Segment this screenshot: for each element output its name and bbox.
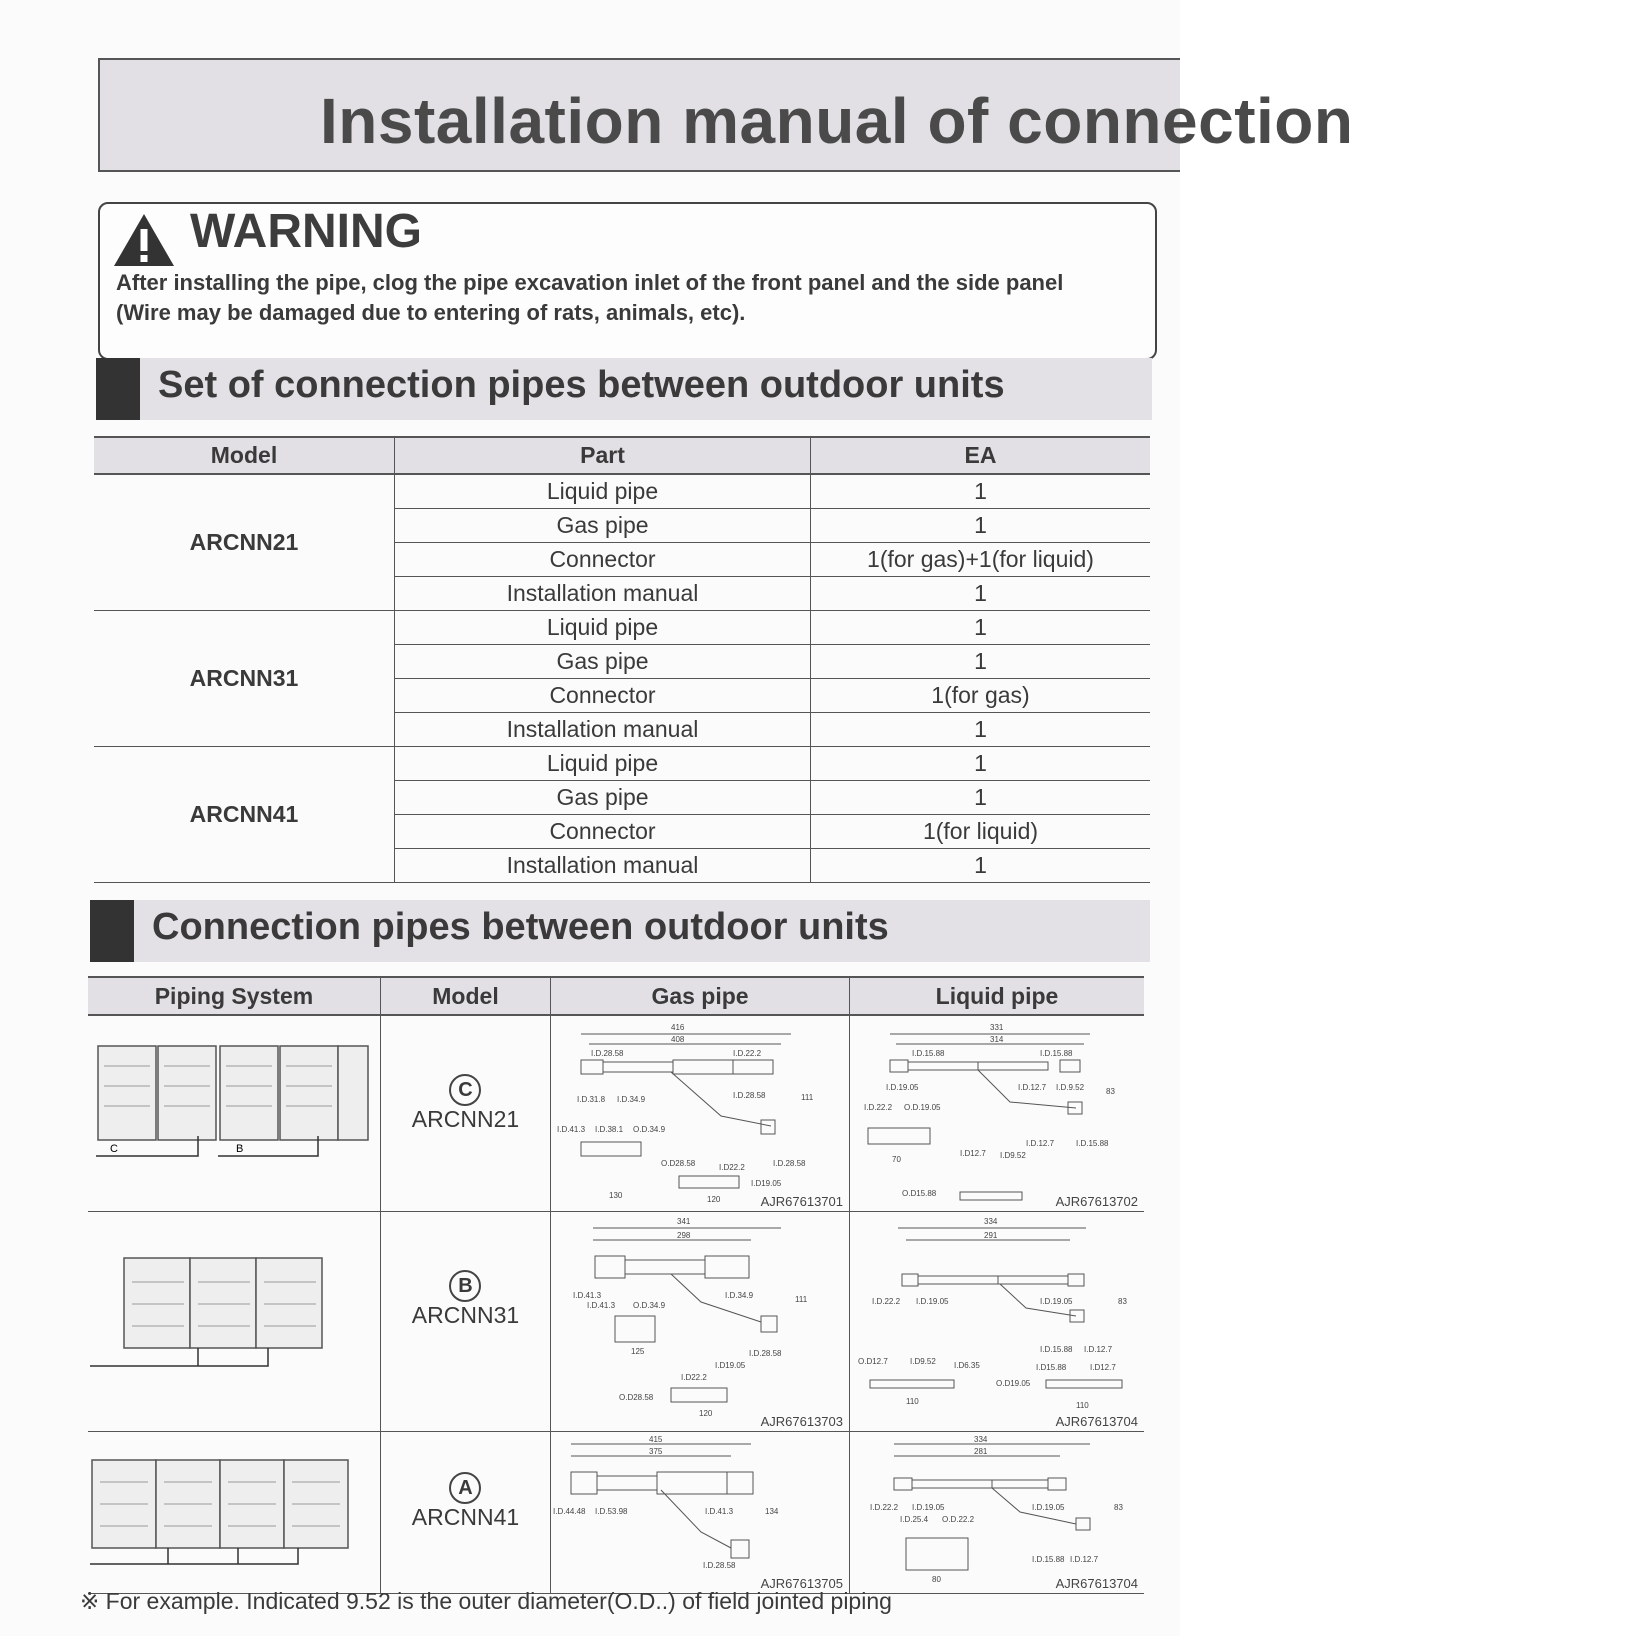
ea-cell: 1: [811, 849, 1151, 883]
svg-text:408: 408: [671, 1035, 685, 1044]
footnote: ※ For example. Indicated 9.52 is the outer diameter(O.D..) of field jointed piping: [80, 1588, 892, 1614]
svg-text:I.D9.52: I.D9.52: [1000, 1151, 1026, 1160]
table-row: [88, 1432, 1144, 1594]
svg-text:I.D.31.8: I.D.31.8: [577, 1095, 606, 1104]
svg-text:83: 83: [1118, 1297, 1127, 1306]
svg-text:I.D.12.7: I.D.12.7: [1084, 1345, 1113, 1354]
ea-cell: 1(for liquid): [811, 815, 1151, 849]
ea-cell: 1: [811, 747, 1151, 781]
ea-cell: 1: [811, 577, 1151, 611]
piping-system-cell: [88, 1212, 380, 1432]
svg-text:120: 120: [707, 1195, 721, 1204]
svg-text:111: 111: [795, 1295, 808, 1304]
table-row: [88, 1212, 1144, 1432]
svg-text:416: 416: [671, 1023, 685, 1032]
part-cell: Installation manual: [395, 577, 811, 611]
warning-box: [98, 202, 1157, 360]
liquid-pipe-diagram-cell: [850, 1212, 1145, 1432]
column-header-liquid-pipe: Liquid pipe: [850, 977, 1145, 1015]
ea-cell: 1(for gas): [811, 679, 1151, 713]
svg-text:O.D12.7: O.D12.7: [858, 1357, 888, 1366]
svg-text:I.D.19.05: I.D.19.05: [1040, 1297, 1073, 1306]
part-cell: Installation manual: [395, 713, 811, 747]
model-name: ARCNN41: [411, 1504, 520, 1530]
table-row: [88, 1015, 1144, 1212]
ea-cell: 1: [811, 509, 1151, 543]
system-letter: C: [110, 1143, 118, 1155]
svg-text:125: 125: [631, 1347, 645, 1356]
model-name: ARCNN31: [411, 1302, 520, 1328]
svg-text:I.D.41.3: I.D.41.3: [573, 1291, 602, 1300]
svg-text:83: 83: [1114, 1503, 1123, 1512]
svg-text:I.D.12.7: I.D.12.7: [1018, 1083, 1047, 1092]
table-row: [94, 611, 1150, 645]
column-header-part: Part: [395, 437, 811, 474]
warning-title: WARNING: [190, 205, 422, 258]
svg-text:O.D28.58: O.D28.58: [619, 1393, 654, 1402]
connection-table-header: [88, 977, 1144, 1015]
svg-text:130: 130: [609, 1191, 623, 1200]
liquid-pipe-diagram-cell: [850, 1015, 1145, 1212]
svg-text:I.D.28.58: I.D.28.58: [591, 1049, 624, 1058]
svg-text:I.D.41.3: I.D.41.3: [705, 1507, 734, 1516]
section-title: Set of connection pipes between outdoor units: [158, 364, 1005, 406]
page-title: Installation manual of connection: [320, 85, 1354, 157]
column-header-ea: EA: [811, 437, 1151, 474]
svg-text:I.D19.05: I.D19.05: [715, 1361, 746, 1370]
svg-text:I.D22.2: I.D22.2: [681, 1373, 707, 1382]
warning-triangle-icon: [112, 212, 176, 268]
part-cell: Connector: [395, 679, 811, 713]
svg-text:I.D.12.7: I.D.12.7: [1026, 1139, 1055, 1148]
outdoor-units-diagram: [88, 1212, 376, 1426]
part-cell: Liquid pipe: [395, 611, 811, 645]
part-number: AJR67613702: [1055, 1194, 1138, 1209]
parts-table-header: [94, 437, 1150, 474]
liquid-pipe-drawing: [850, 1212, 1144, 1426]
svg-text:I.D.19.05: I.D.19.05: [916, 1297, 949, 1306]
svg-text:I.D.15.88: I.D.15.88: [1040, 1345, 1073, 1354]
svg-text:I.D15.88: I.D15.88: [1036, 1363, 1067, 1372]
ea-cell: 1: [811, 611, 1151, 645]
ea-cell: 1: [811, 474, 1151, 509]
svg-text:298: 298: [677, 1231, 691, 1240]
section-title: Connection pipes between outdoor units: [152, 906, 889, 948]
ea-cell: 1: [811, 781, 1151, 815]
svg-text:I.D9.52: I.D9.52: [910, 1357, 936, 1366]
svg-text:134: 134: [765, 1507, 779, 1516]
svg-text:I.D.19.05: I.D.19.05: [912, 1503, 945, 1512]
svg-text:80: 80: [932, 1575, 941, 1584]
model-cell: ARCNN21: [94, 474, 395, 611]
svg-text:I.D.41.3: I.D.41.3: [587, 1301, 616, 1310]
part-number: AJR67613704: [1055, 1576, 1138, 1591]
table-row: [94, 474, 1150, 509]
gas-pipe-drawing: [551, 1212, 845, 1426]
model-cell: [380, 1015, 550, 1212]
column-header-gas-pipe: Gas pipe: [551, 977, 850, 1015]
svg-text:I.D.15.88: I.D.15.88: [912, 1049, 945, 1058]
column-header-model: Model: [94, 437, 395, 474]
table-row: [94, 747, 1150, 781]
svg-text:I.D22.2: I.D22.2: [719, 1163, 745, 1172]
svg-text:I.D.28.58: I.D.28.58: [703, 1561, 736, 1570]
model-cell: [380, 1432, 550, 1594]
svg-text:I.D6.35: I.D6.35: [954, 1361, 980, 1370]
part-cell: Liquid pipe: [395, 474, 811, 509]
model-cell: [380, 1212, 550, 1432]
svg-text:110: 110: [1076, 1401, 1089, 1410]
liquid-pipe-diagram-cell: [850, 1432, 1145, 1594]
part-number: AJR67613705: [760, 1576, 843, 1591]
svg-text:375: 375: [649, 1447, 663, 1456]
section-heading-1: [96, 358, 1152, 420]
svg-text:O.D28.58: O.D28.58: [661, 1159, 696, 1168]
gas-pipe-drawing: [551, 1016, 845, 1206]
svg-text:I.D.15.88: I.D.15.88: [1032, 1555, 1065, 1564]
svg-text:I.D.15.88: I.D.15.88: [1040, 1049, 1073, 1058]
liquid-pipe-drawing: [850, 1016, 1144, 1206]
svg-text:70: 70: [892, 1155, 901, 1164]
model-letter-badge: A: [449, 1472, 481, 1504]
model-cell: ARCNN41: [94, 747, 395, 883]
ea-cell: 1: [811, 713, 1151, 747]
section-marker: [96, 358, 140, 420]
warning-line-2: (Wire may be damaged due to entering of rats, animals, etc).: [116, 300, 746, 325]
outdoor-units-diagram: [88, 1432, 376, 1588]
svg-text:I.D.22.2: I.D.22.2: [733, 1049, 762, 1058]
section-marker: [90, 900, 134, 962]
svg-text:83: 83: [1106, 1087, 1115, 1096]
svg-text:I.D.38.1: I.D.38.1: [595, 1125, 624, 1134]
svg-text:I.D19.05: I.D19.05: [751, 1179, 782, 1188]
svg-text:I.D12.7: I.D12.7: [1090, 1363, 1116, 1372]
svg-text:I.D.22.2: I.D.22.2: [870, 1503, 899, 1512]
warning-line-1: After installing the pipe, clog the pipe excavation inlet of the front panel and the side panel: [116, 270, 1064, 295]
svg-text:I.D.44.48: I.D.44.48: [553, 1507, 586, 1516]
svg-text:I.D.41.3: I.D.41.3: [557, 1125, 586, 1134]
svg-text:I.D.25.4: I.D.25.4: [900, 1515, 929, 1524]
svg-text:O.D19.05: O.D19.05: [996, 1379, 1031, 1388]
svg-text:I.D.34.9: I.D.34.9: [617, 1095, 646, 1104]
outdoor-units-diagram: [88, 1016, 376, 1206]
svg-text:O.D.22.2: O.D.22.2: [942, 1515, 975, 1524]
svg-text:I.D.34.9: I.D.34.9: [725, 1291, 754, 1300]
svg-text:O.D.19.05: O.D.19.05: [904, 1103, 941, 1112]
liquid-pipe-drawing: [850, 1432, 1144, 1588]
svg-text:I.D.19.05: I.D.19.05: [886, 1083, 919, 1092]
svg-text:I.D.28.58: I.D.28.58: [733, 1091, 766, 1100]
gas-pipe-diagram-cell: [551, 1212, 850, 1432]
piping-system-cell: [88, 1432, 380, 1594]
svg-text:I.D.28.58: I.D.28.58: [749, 1349, 782, 1358]
svg-text:415: 415: [649, 1435, 663, 1444]
parts-table: [94, 436, 1150, 883]
svg-text:120: 120: [699, 1409, 713, 1418]
ea-cell: 1: [811, 645, 1151, 679]
svg-text:O.D15.88: O.D15.88: [902, 1189, 937, 1198]
section-heading-2: [90, 900, 1150, 962]
svg-text:O.D.34.9: O.D.34.9: [633, 1125, 666, 1134]
piping-system-cell: [88, 1015, 380, 1212]
svg-text:O.D.34.9: O.D.34.9: [633, 1301, 666, 1310]
part-number: AJR67613701: [760, 1194, 843, 1209]
part-cell: Gas pipe: [395, 645, 811, 679]
svg-text:314: 314: [990, 1035, 1004, 1044]
model-name: ARCNN21: [411, 1106, 520, 1132]
svg-text:I.D.9.52: I.D.9.52: [1056, 1083, 1085, 1092]
svg-text:I.D.19.05: I.D.19.05: [1032, 1503, 1065, 1512]
svg-text:I.D.53.98: I.D.53.98: [595, 1507, 628, 1516]
gas-pipe-diagram-cell: [551, 1015, 850, 1212]
column-header-piping-system: Piping System: [88, 977, 380, 1015]
svg-text:110: 110: [906, 1397, 919, 1406]
model-letter-badge: C: [449, 1074, 481, 1106]
svg-text:I.D.12.7: I.D.12.7: [1070, 1555, 1099, 1564]
part-number: AJR67613704: [1055, 1414, 1138, 1429]
ea-cell: 1(for gas)+1(for liquid): [811, 543, 1151, 577]
svg-text:291: 291: [984, 1231, 998, 1240]
part-cell: Connector: [395, 543, 811, 577]
svg-text:I.D.28.58: I.D.28.58: [773, 1159, 806, 1168]
part-cell: Liquid pipe: [395, 747, 811, 781]
svg-text:111: 111: [801, 1093, 814, 1102]
part-number: AJR67613703: [760, 1414, 843, 1429]
svg-text:331: 331: [990, 1023, 1004, 1032]
part-cell: Gas pipe: [395, 781, 811, 815]
gas-pipe-drawing: [551, 1432, 845, 1588]
svg-text:341: 341: [677, 1217, 691, 1226]
svg-text:I.D12.7: I.D12.7: [960, 1149, 986, 1158]
svg-text:281: 281: [974, 1447, 988, 1456]
svg-text:I.D.22.2: I.D.22.2: [872, 1297, 901, 1306]
svg-text:334: 334: [984, 1217, 998, 1226]
model-cell: ARCNN31: [94, 611, 395, 747]
svg-text:334: 334: [974, 1435, 988, 1444]
part-cell: Gas pipe: [395, 509, 811, 543]
gas-pipe-diagram-cell: [551, 1432, 850, 1594]
system-letter: B: [236, 1143, 244, 1155]
part-cell: Installation manual: [395, 849, 811, 883]
model-letter-badge: B: [449, 1270, 481, 1302]
connection-table: [88, 976, 1144, 1594]
svg-text:I.D.15.88: I.D.15.88: [1076, 1139, 1109, 1148]
part-cell: Connector: [395, 815, 811, 849]
svg-text:I.D.22.2: I.D.22.2: [864, 1103, 893, 1112]
column-header-model: Model: [380, 977, 550, 1015]
warning-text: [116, 268, 1063, 328]
